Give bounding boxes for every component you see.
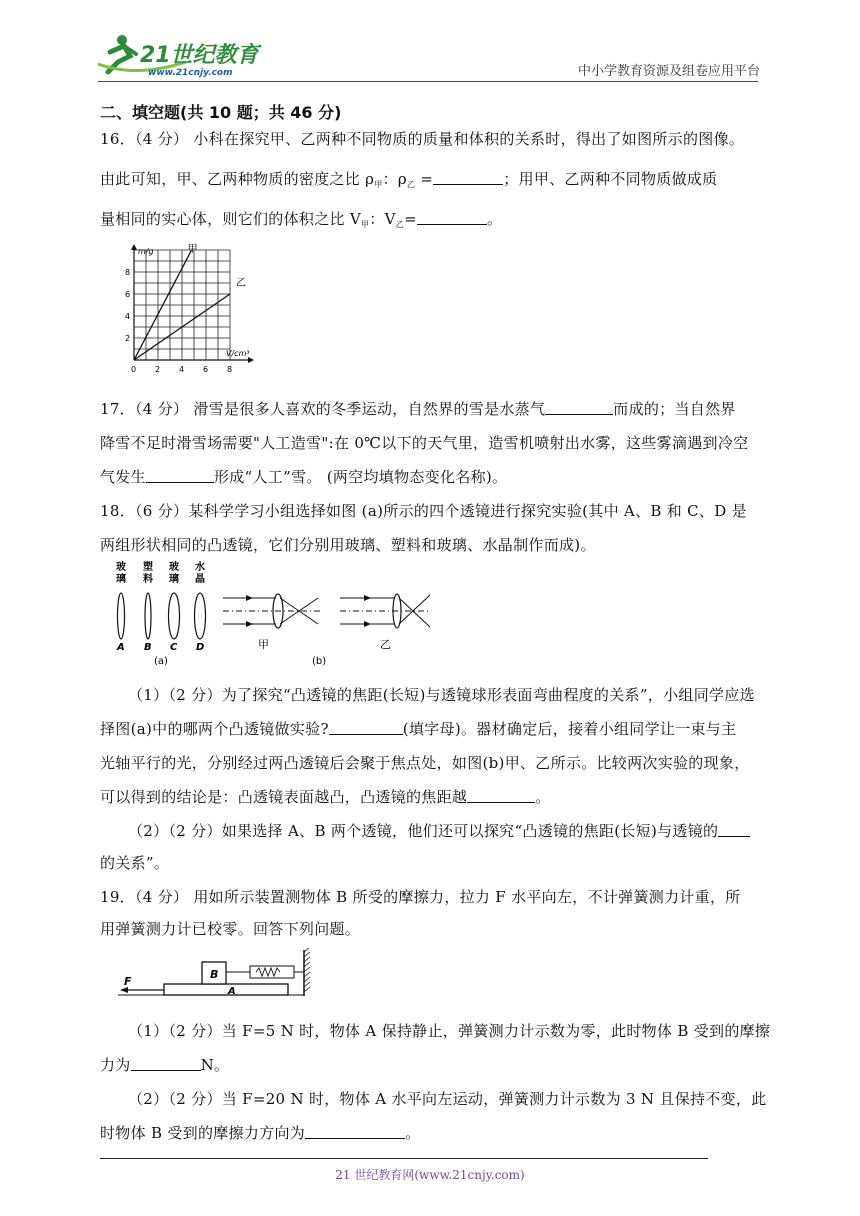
q19-line2: 用弹簧测力计已校零。回答下列问题。 (100, 920, 361, 938)
fig-b-caption: (b) (312, 656, 327, 667)
wall-hatch-line (304, 987, 310, 992)
q17-text: 而成的；当自然界 (613, 400, 736, 418)
wall-hatch-line (304, 967, 310, 972)
q17-text: 17．（4 分） 滑雪是很多人喜欢的冬季运动，自然界的雪是水蒸气 (100, 400, 546, 418)
q16-sub: 乙 (407, 180, 416, 189)
lens-b (145, 593, 151, 639)
y-axis-arrow (131, 244, 137, 250)
q19-p1-line1: （1）（2 分）当 F=5 N 时，物体 A 保持静止，弹簧测力计示数为零，此时物体 B 受到的摩擦 (128, 1022, 771, 1040)
label-jia: 甲 (258, 638, 269, 651)
lens-material-label: 料 (143, 574, 153, 585)
svg-text:A: A (228, 986, 236, 997)
lens-c (169, 593, 180, 639)
answer-blank[interactable] (329, 720, 403, 735)
lens-d (195, 593, 206, 639)
q17-line3 (100, 466, 507, 487)
y-tick-label: 4 (125, 312, 131, 321)
q17-text: 形成“人工”雪。 (两空均填物态变化名称)。 (213, 468, 508, 486)
q18-p1-line1: （1）（2 分）为了探究“凸透镜的焦距(长短)与透镜球形表面弯曲程度的关系”，小组同学应选 (128, 686, 755, 704)
x-tick-label: 6 (203, 365, 209, 374)
block-a (164, 984, 288, 997)
wall-hatch-line (304, 962, 310, 967)
q17-line1 (100, 398, 736, 419)
q18-text: (填字母)。器材确定后，接着小组同学让一束与主 (402, 720, 737, 738)
q16-line2 (100, 168, 717, 190)
wall-hatch-line (304, 972, 310, 977)
q16-text: ：V (369, 210, 396, 228)
mass-volume-chart (112, 242, 272, 382)
q17-line2: 降雪不足时滑雪场需要"人工造雪":在 0℃以下的天气里，造雪机喷射出水雾，这些雾滴遇到冷空 (100, 434, 749, 452)
series-label: 甲 (187, 244, 198, 255)
lens-a (118, 593, 125, 639)
lens-material-label: 璃 (116, 574, 126, 585)
answer-blank[interactable] (545, 400, 613, 415)
q16-sub: 甲 (374, 180, 383, 189)
x-axis-label: V/cm³ (226, 349, 250, 358)
q18-p2-line1 (128, 820, 750, 841)
chart-axes (131, 244, 254, 363)
wall-hatch-line (304, 948, 310, 952)
lens-material-label: 水 (195, 562, 205, 573)
spring-scale (226, 966, 304, 978)
fig-a-caption: (a) (154, 656, 168, 667)
footer-text: 21 世纪教育网(www.21cnjy.com) (335, 1168, 525, 1182)
answer-blank[interactable] (146, 468, 214, 483)
svg-text:B: B (210, 968, 219, 981)
answer-blank[interactable] (718, 822, 750, 837)
block-b (202, 962, 226, 984)
q18-text: （2）（2 分）如果选择 A、B 两个透镜，他们还可以探究“凸透镜的焦距(长短)与透镜的 (128, 822, 719, 840)
logo-text: 21世纪教育 (140, 43, 259, 68)
q18-text: 可以得到的结论是：凸透镜表面越凸，凸透镜的焦距越 (100, 788, 468, 806)
q16-text: 。 (486, 210, 503, 228)
q16-sub: 甲 (361, 220, 370, 229)
q18-p1-line4 (100, 786, 551, 807)
x-tick-label: 4 (179, 365, 185, 374)
q16-text: ；用甲、乙两种不同物质做成质 (503, 170, 718, 188)
header-platform-text: 中小学教育资源及组卷应用平台 (577, 64, 760, 79)
y-tick-label: 2 (125, 334, 131, 343)
friction-figure (116, 948, 316, 1004)
y-axis-label: m/g (138, 247, 154, 256)
x-tick-label: 8 (227, 365, 233, 374)
lens-set-a (116, 560, 206, 667)
footer-divider (100, 1158, 708, 1159)
q16-line3 (100, 208, 502, 230)
logo-url: www.21cnjy.com (148, 68, 233, 78)
q16-text: ：ρ (382, 170, 408, 188)
x-tick-label: 2 (155, 365, 161, 374)
chart-ticks (125, 268, 232, 374)
lens-material-label: 塑 (143, 562, 153, 573)
lens-diagram-jia (223, 594, 320, 651)
q18-text: 。 (535, 788, 551, 806)
answer-blank[interactable] (131, 1056, 201, 1071)
lens-letter: B (144, 642, 152, 653)
answer-blank[interactable] (467, 788, 535, 803)
q16-line1: 16．（4 分） 小科在探究甲、乙两种不同物质的质量和体积的关系时，得出了如图所示的图像。 (100, 130, 745, 148)
site-logo (96, 32, 266, 80)
wall-hatch-line (304, 982, 310, 987)
lens-material-label: 玻 (116, 562, 126, 573)
section-title: 二、填空题(共 10 题；共 46 分) (100, 103, 342, 122)
force-arrow (120, 975, 164, 993)
chart-grid (134, 250, 230, 360)
answer-blank[interactable] (433, 170, 503, 185)
q19-p2-line1: （2）（2 分）当 F=20 N 时，物体 A 水平向左运动，弹簧测力计示数为 3 N 且保持不变，此 (128, 1090, 767, 1108)
wall-hatch-line (304, 957, 310, 962)
wall (304, 948, 310, 996)
y-tick-label: 8 (125, 268, 131, 277)
q19-text: 力为 (100, 1056, 131, 1074)
q16-sub: 乙 (395, 220, 405, 229)
q16-text: 由此可知，甲、乙两种物质的密度之比 ρ (100, 170, 375, 188)
x-tick-label: 0 (131, 365, 137, 374)
q16-text: 量相同的实心体，则它们的体积之比 V (100, 210, 362, 228)
q16-text: = (404, 210, 417, 228)
q19-line1: 19．（4 分） 用如所示装置测物体 B 所受的摩擦力，拉力 F 水平向左，不计弹簧测力计重，所 (100, 888, 741, 906)
label-yi: 乙 (380, 638, 391, 651)
chart-series (134, 243, 246, 360)
q18-p1-line2 (100, 718, 736, 739)
wall-hatch-line (304, 977, 310, 982)
lens-material-label: 玻 (169, 562, 179, 573)
wall-hatch-line (304, 952, 310, 957)
svg-text:F: F (124, 975, 132, 988)
q19-p2-line2 (100, 1122, 420, 1143)
lens-letter: A (117, 642, 125, 653)
lens-material-label: 晶 (195, 574, 205, 585)
lens-material-label: 璃 (169, 574, 179, 585)
lens-letter: C (170, 642, 178, 653)
q19-text: 。 (405, 1124, 421, 1142)
lens-figure (108, 560, 448, 672)
series-label: 乙 (236, 278, 246, 289)
lens-letter: D (196, 642, 205, 653)
q18-line2: 两组形状相同的凸透镜，它们分别用玻璃、塑料和玻璃、水晶制作而成)。 (100, 536, 596, 554)
y-tick-label: 6 (125, 290, 131, 299)
q18-p2-line2: 的关系”。 (100, 854, 170, 872)
answer-blank[interactable] (417, 210, 487, 225)
q19-p1-line2 (100, 1054, 229, 1075)
q17-text: 气发生 (100, 468, 146, 486)
q19-text: 时物体 B 受到的摩擦力方向为 (100, 1124, 306, 1142)
q16-text: = (415, 170, 434, 188)
header-divider (98, 81, 758, 82)
q19-text: N。 (200, 1056, 230, 1074)
lens-diagram-yi (340, 594, 430, 651)
q18-p1-line3: 光轴平行的光，分别经过两凸透镜后会聚于焦点处，如图(b)甲、乙所示。比较两次实验的现象， (100, 754, 750, 772)
answer-blank[interactable] (305, 1124, 405, 1139)
q18-line1: 18．（6 分）某科学学习小组选择如图 (a)所示的四个透镜进行探究实验(其中 A、B 和 C、D 是 (100, 502, 747, 520)
q18-text: 择图(a)中的哪两个凸透镜做实验? (100, 720, 329, 738)
